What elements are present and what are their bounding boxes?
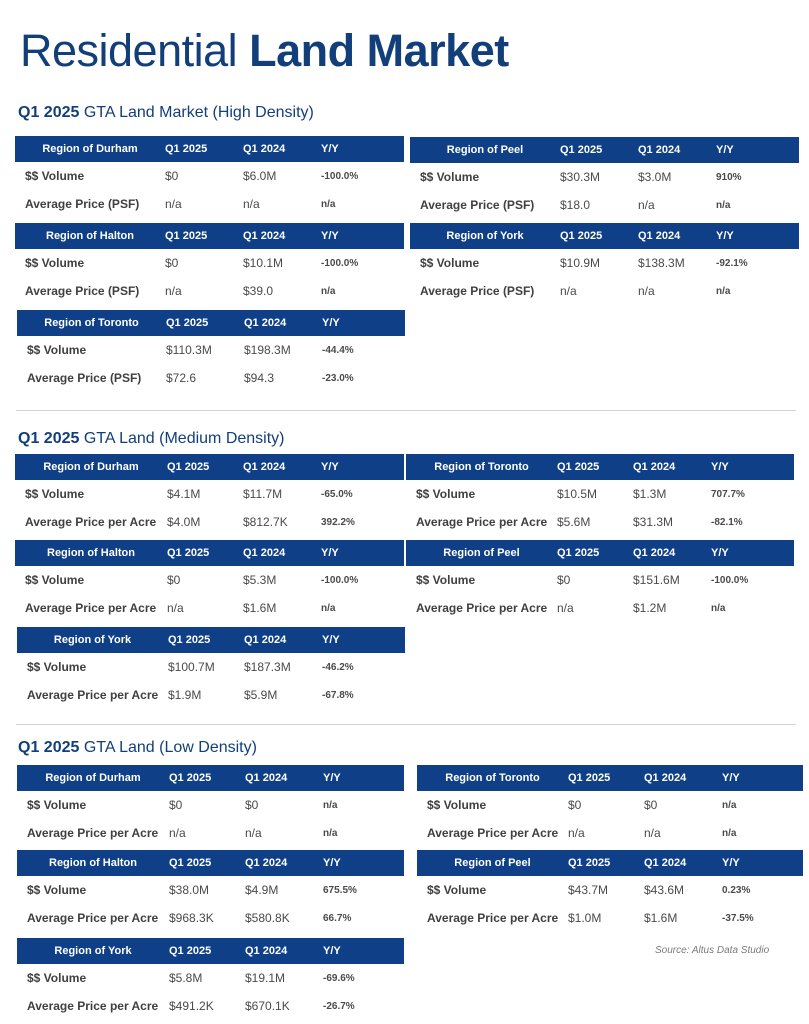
- value-q1-2025: $0: [167, 573, 181, 587]
- value-q1-2025: $10.5M: [557, 487, 598, 501]
- value-q1-2024: $1.6M: [243, 601, 277, 615]
- table-row: [410, 277, 799, 305]
- value-q1-2025: $4.0M: [167, 515, 201, 529]
- row-label: Average Price per Acre: [427, 911, 559, 925]
- col-header-q1-2025: Q1 2025: [557, 454, 633, 480]
- value-yy-change: n/a: [323, 799, 338, 811]
- row-label: $$ Volume: [25, 169, 85, 183]
- value-q1-2024: $198.3M: [244, 343, 291, 357]
- row-label: Average Price (PSF): [420, 284, 535, 298]
- section-title-quarter: Q1 2025: [18, 739, 80, 756]
- value-yy-change: n/a: [711, 602, 726, 614]
- value-q1-2025: n/a: [165, 197, 182, 211]
- value-q1-2025: $4.1M: [167, 487, 201, 501]
- value-yy-change: -100.0%: [711, 574, 749, 586]
- section-title: [18, 739, 257, 757]
- value-q1-2024: $0: [245, 798, 259, 812]
- value-yy-change: n/a: [722, 827, 737, 839]
- value-yy-change: 910%: [716, 171, 742, 183]
- region-header: Region of Toronto: [417, 765, 568, 791]
- value-q1-2024: $19.1M: [245, 971, 286, 985]
- section-title-text: GTA Land Market (High Density): [79, 104, 314, 121]
- value-q1-2024: $3.0M: [638, 170, 672, 184]
- col-header-yy: Y/Y: [322, 310, 405, 336]
- col-header-q1-2024: Q1 2024: [243, 454, 321, 480]
- value-yy-change: 0.23%: [722, 884, 751, 896]
- value-yy-change: -26.7%: [323, 1000, 355, 1012]
- value-q1-2025: $491.2K: [169, 999, 214, 1013]
- value-q1-2025: n/a: [557, 601, 574, 615]
- region-table: [410, 223, 799, 305]
- value-yy-change: n/a: [716, 285, 731, 297]
- table-row: [17, 653, 405, 681]
- col-header-yy: Y/Y: [711, 454, 794, 480]
- row-label: Average Price per Acre: [427, 826, 559, 840]
- col-header-yy: Y/Y: [321, 540, 404, 566]
- section-divider: [16, 410, 796, 411]
- section-title-quarter: Q1 2025: [18, 430, 80, 447]
- row-label: Average Price per Acre: [27, 826, 159, 840]
- row-label: $$ Volume: [427, 798, 487, 812]
- row-label: $$ Volume: [420, 170, 480, 184]
- row-label: Average Price (PSF): [420, 198, 535, 212]
- col-header-yy: Y/Y: [321, 454, 404, 480]
- region-header: Region of Durham: [15, 136, 165, 162]
- value-q1-2024: $43.6M: [644, 883, 685, 897]
- col-header-q1-2025: Q1 2025: [165, 136, 243, 162]
- table-row: [15, 508, 404, 536]
- value-q1-2025: $72.6: [166, 371, 197, 385]
- region-header: Region of Toronto: [406, 454, 557, 480]
- table-row: [410, 191, 799, 219]
- row-label: Average Price (PSF): [25, 197, 140, 211]
- value-q1-2025: $5.6M: [557, 515, 591, 529]
- value-yy-change: -37.5%: [722, 912, 754, 924]
- table-row: [17, 992, 404, 1020]
- col-header-q1-2024: Q1 2024: [638, 137, 716, 163]
- section-title-text: GTA Land (Low Density): [79, 739, 257, 756]
- value-q1-2025: n/a: [169, 826, 186, 840]
- row-label: $$ Volume: [27, 798, 87, 812]
- value-q1-2025: $110.3M: [166, 343, 212, 357]
- section-divider: [16, 724, 796, 725]
- value-q1-2024: $1.3M: [633, 487, 667, 501]
- value-q1-2024: $1.2M: [633, 601, 667, 615]
- value-yy-change: 707.7%: [711, 488, 745, 500]
- col-header-q1-2025: Q1 2025: [568, 850, 644, 876]
- col-header-q1-2025: Q1 2025: [166, 310, 244, 336]
- value-yy-change: -69.6%: [323, 972, 355, 984]
- table-row: [417, 791, 803, 819]
- value-q1-2025: $30.3M: [560, 170, 601, 184]
- value-yy-change: -23.0%: [322, 372, 354, 384]
- row-label: $$ Volume: [416, 573, 476, 587]
- col-header-q1-2024: Q1 2024: [245, 850, 323, 876]
- col-header-q1-2024: Q1 2024: [245, 938, 323, 964]
- page-title: [20, 25, 509, 76]
- col-header-q1-2024: Q1 2024: [244, 310, 322, 336]
- value-q1-2025: $1.0M: [568, 911, 602, 925]
- row-label: $$ Volume: [25, 256, 85, 270]
- row-label: Average Price per Acre: [25, 601, 157, 615]
- value-q1-2024: $138.3M: [638, 256, 685, 270]
- region-header: Region of Peel: [417, 850, 568, 876]
- value-q1-2024: $670.1K: [245, 999, 290, 1013]
- col-header-yy: Y/Y: [323, 938, 404, 964]
- col-header-yy: Y/Y: [323, 765, 404, 791]
- section-title-quarter: Q1 2025: [18, 104, 80, 121]
- value-q1-2025: n/a: [560, 284, 577, 298]
- table-row: [15, 162, 404, 190]
- table-row: [406, 594, 794, 622]
- col-header-q1-2025: Q1 2025: [560, 137, 638, 163]
- table-row: [17, 364, 405, 392]
- region-table: [406, 454, 794, 536]
- region-table: [15, 454, 404, 536]
- col-header-yy: Y/Y: [321, 136, 404, 162]
- value-q1-2024: $5.3M: [243, 573, 277, 587]
- value-q1-2024: $10.1M: [243, 256, 284, 270]
- page-title-light: Residential: [20, 25, 238, 76]
- col-header-yy: Y/Y: [716, 137, 799, 163]
- region-header: Region of Halton: [15, 223, 165, 249]
- value-q1-2024: n/a: [245, 826, 262, 840]
- value-q1-2025: n/a: [167, 601, 184, 615]
- value-yy-change: n/a: [321, 602, 336, 614]
- table-row: [15, 190, 404, 218]
- table-row: [15, 480, 404, 508]
- col-header-q1-2024: Q1 2024: [245, 765, 323, 791]
- col-header-q1-2025: Q1 2025: [169, 938, 245, 964]
- col-header-q1-2025: Q1 2025: [168, 627, 244, 653]
- value-q1-2024: $580.8K: [245, 911, 290, 925]
- table-row: [15, 594, 404, 622]
- value-yy-change: n/a: [716, 199, 731, 211]
- value-q1-2024: $151.6M: [633, 573, 680, 587]
- col-header-q1-2024: Q1 2024: [244, 627, 322, 653]
- table-row: [417, 819, 803, 847]
- value-yy-change: n/a: [722, 799, 737, 811]
- row-label: Average Price per Acre: [27, 999, 159, 1013]
- value-q1-2024: $0: [644, 798, 658, 812]
- col-header-yy: Y/Y: [722, 765, 803, 791]
- col-header-q1-2024: Q1 2024: [633, 540, 711, 566]
- value-yy-change: 675.5%: [323, 884, 357, 896]
- region-header: Region of Halton: [17, 850, 169, 876]
- region-header: Region of Peel: [406, 540, 557, 566]
- row-label: Average Price (PSF): [27, 371, 142, 385]
- value-q1-2024: $1.6M: [644, 911, 678, 925]
- region-header: Region of Toronto: [17, 310, 166, 336]
- col-header-q1-2025: Q1 2025: [557, 540, 633, 566]
- col-header-q1-2025: Q1 2025: [560, 223, 638, 249]
- table-row: [406, 480, 794, 508]
- table-row: [17, 876, 404, 904]
- region-table: [17, 938, 404, 1020]
- value-q1-2025: $18.0: [560, 198, 591, 212]
- col-header-q1-2024: Q1 2024: [644, 765, 722, 791]
- value-yy-change: -65.0%: [321, 488, 353, 500]
- value-yy-change: 392.2%: [321, 516, 355, 528]
- table-row: [410, 163, 799, 191]
- col-header-yy: Y/Y: [722, 850, 803, 876]
- table-row: [410, 249, 799, 277]
- value-q1-2025: $0: [557, 573, 571, 587]
- row-label: $$ Volume: [27, 971, 87, 985]
- value-yy-change: -67.8%: [322, 689, 354, 701]
- row-label: $$ Volume: [427, 883, 487, 897]
- value-q1-2025: $968.3K: [169, 911, 214, 925]
- col-header-q1-2024: Q1 2024: [243, 223, 321, 249]
- value-q1-2025: $43.7M: [568, 883, 609, 897]
- value-q1-2025: $38.0M: [169, 883, 210, 897]
- col-header-q1-2025: Q1 2025: [165, 223, 243, 249]
- value-q1-2025: n/a: [165, 284, 182, 298]
- value-q1-2024: $94.3: [244, 371, 275, 385]
- col-header-yy: Y/Y: [716, 223, 799, 249]
- value-q1-2025: $0: [169, 798, 183, 812]
- table-row: [15, 566, 404, 594]
- value-q1-2024: $5.9M: [244, 688, 278, 702]
- table-row: [417, 904, 803, 932]
- page-title-bold: Land Market: [249, 25, 509, 76]
- row-label: $$ Volume: [25, 573, 85, 587]
- section-title-text: GTA Land (Medium Density): [79, 430, 285, 447]
- row-label: $$ Volume: [25, 487, 85, 501]
- region-header: Region of Halton: [15, 540, 167, 566]
- table-row: [417, 876, 803, 904]
- value-yy-change: n/a: [323, 827, 338, 839]
- value-yy-change: -44.4%: [322, 344, 354, 356]
- region-header: Region of York: [410, 223, 560, 249]
- value-yy-change: -82.1%: [711, 516, 743, 528]
- region-header: Region of York: [17, 627, 168, 653]
- value-yy-change: -100.0%: [321, 574, 359, 586]
- region-table: [17, 850, 404, 932]
- row-label: Average Price per Acre: [416, 515, 548, 529]
- value-q1-2025: $0: [568, 798, 582, 812]
- row-label: Average Price per Acre: [416, 601, 548, 615]
- table-row: [406, 508, 794, 536]
- region-table: [410, 137, 799, 219]
- col-header-q1-2024: Q1 2024: [243, 540, 321, 566]
- region-table: [17, 765, 404, 847]
- value-q1-2025: $10.9M: [560, 256, 601, 270]
- region-table: [417, 765, 803, 847]
- region-header: Region of Peel: [410, 137, 560, 163]
- col-header-q1-2025: Q1 2025: [167, 454, 243, 480]
- value-q1-2024: $6.0M: [243, 169, 277, 183]
- value-q1-2024: $187.3M: [244, 660, 291, 674]
- region-table: [17, 310, 405, 392]
- col-header-q1-2025: Q1 2025: [167, 540, 243, 566]
- col-header-q1-2024: Q1 2024: [243, 136, 321, 162]
- table-row: [17, 819, 404, 847]
- table-row: [15, 249, 404, 277]
- col-header-q1-2025: Q1 2025: [169, 765, 245, 791]
- region-table: [17, 627, 405, 709]
- value-yy-change: n/a: [321, 285, 336, 297]
- region-header: Region of Durham: [15, 454, 167, 480]
- row-label: $$ Volume: [27, 343, 87, 357]
- value-q1-2024: $4.9M: [245, 883, 279, 897]
- table-row: [17, 791, 404, 819]
- value-q1-2025: $5.8M: [169, 971, 203, 985]
- value-yy-change: -100.0%: [321, 257, 359, 269]
- col-header-q1-2025: Q1 2025: [568, 765, 644, 791]
- table-row: [17, 904, 404, 932]
- table-row: [17, 681, 405, 709]
- value-yy-change: 66.7%: [323, 912, 352, 924]
- source-note: Source: Altus Data Studio: [655, 945, 770, 956]
- col-header-yy: Y/Y: [322, 627, 405, 653]
- row-label: $$ Volume: [27, 883, 87, 897]
- col-header-yy: Y/Y: [323, 850, 404, 876]
- value-q1-2024: n/a: [638, 198, 655, 212]
- region-table: [15, 540, 404, 622]
- value-q1-2024: $39.0: [243, 284, 274, 298]
- value-q1-2024: n/a: [243, 197, 260, 211]
- value-q1-2025: $1.9M: [168, 688, 202, 702]
- table-row: [406, 566, 794, 594]
- col-header-yy: Y/Y: [321, 223, 404, 249]
- value-yy-change: -46.2%: [322, 661, 354, 673]
- value-q1-2025: n/a: [568, 826, 585, 840]
- table-row: [15, 277, 404, 305]
- section-title: [18, 104, 314, 122]
- row-label: Average Price per Acre: [27, 688, 159, 702]
- region-table: [406, 540, 794, 622]
- col-header-q1-2024: Q1 2024: [644, 850, 722, 876]
- value-q1-2024: $812.7K: [243, 515, 288, 529]
- region-table: [15, 223, 404, 305]
- row-label: Average Price (PSF): [25, 284, 140, 298]
- col-header-q1-2024: Q1 2024: [633, 454, 711, 480]
- col-header-q1-2025: Q1 2025: [169, 850, 245, 876]
- row-label: Average Price per Acre: [25, 515, 157, 529]
- region-header: Region of Durham: [17, 765, 169, 791]
- value-q1-2024: $31.3M: [633, 515, 674, 529]
- region-header: Region of York: [17, 938, 169, 964]
- value-yy-change: n/a: [321, 198, 336, 210]
- row-label: Average Price per Acre: [27, 911, 159, 925]
- table-row: [17, 964, 404, 992]
- value-yy-change: -92.1%: [716, 257, 748, 269]
- value-q1-2024: $11.7M: [243, 487, 283, 501]
- value-yy-change: -100.0%: [321, 170, 359, 182]
- section-title: [18, 430, 285, 448]
- value-q1-2024: n/a: [644, 826, 661, 840]
- value-q1-2025: $0: [165, 169, 179, 183]
- region-table: [15, 136, 404, 218]
- value-q1-2025: $0: [165, 256, 179, 270]
- row-label: $$ Volume: [27, 660, 87, 674]
- col-header-yy: Y/Y: [711, 540, 794, 566]
- value-q1-2024: n/a: [638, 284, 655, 298]
- region-table: [417, 850, 803, 932]
- row-label: $$ Volume: [420, 256, 480, 270]
- table-row: [17, 336, 405, 364]
- value-q1-2025: $100.7M: [168, 660, 215, 674]
- col-header-q1-2024: Q1 2024: [638, 223, 716, 249]
- row-label: $$ Volume: [416, 487, 476, 501]
